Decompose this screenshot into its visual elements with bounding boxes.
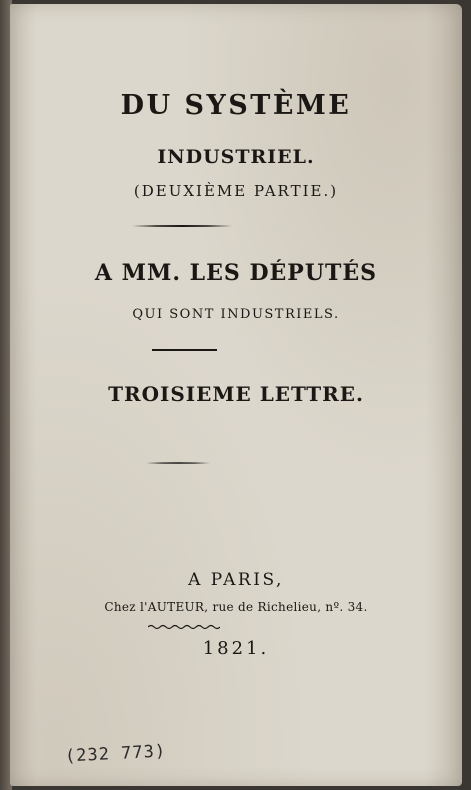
place: A PARIS, <box>188 570 284 590</box>
subtitle: INDUSTRIEL. <box>157 146 315 168</box>
title-page <box>10 4 462 786</box>
rule-divider <box>152 349 217 351</box>
ornament-divider-small <box>146 461 210 465</box>
year: 1821. <box>202 638 270 659</box>
letter-heading: TROISIEME LETTRE. <box>108 382 364 406</box>
dedication-subtitle: QUI SONT INDUSTRIELS. <box>132 307 340 322</box>
dedication: A MM. LES DÉPUTÉS <box>94 260 378 286</box>
ornament-divider <box>132 224 232 228</box>
handwritten-shelfmark: (232 773) <box>64 741 167 767</box>
part-label: (DEUXIÈME PARTIE.) <box>133 182 339 200</box>
publisher: Chez l'AUTEUR, rue de Richelieu, nº. 34. <box>104 600 368 614</box>
wavy-rule-icon <box>148 624 220 630</box>
title: DU SYSTÈME <box>120 90 352 121</box>
